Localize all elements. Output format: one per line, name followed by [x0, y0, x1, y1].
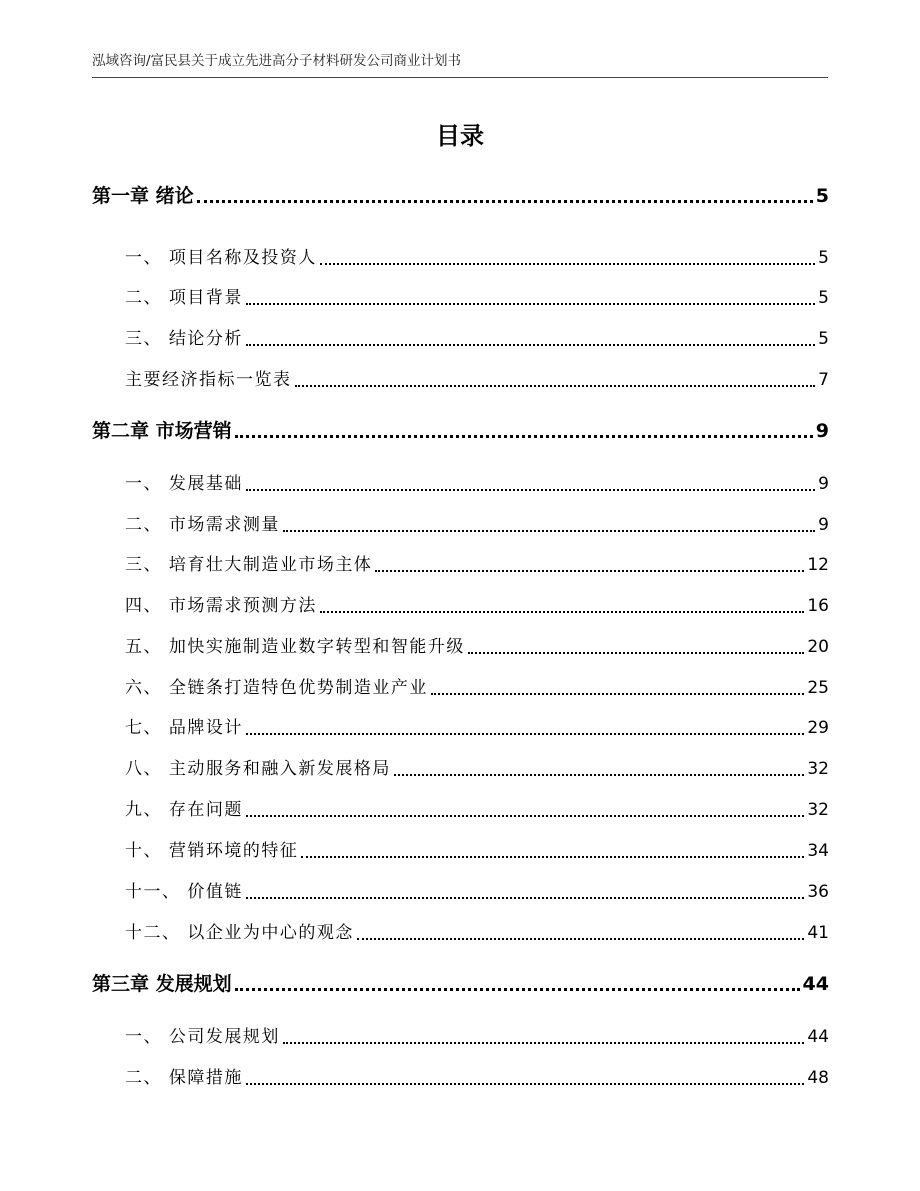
toc-entry[interactable] [125, 368, 829, 392]
dot-leader [246, 815, 804, 817]
toc-entry-label: 二、 项目背景 [125, 288, 243, 308]
dot-leader [246, 344, 815, 346]
toc-entry[interactable] [125, 1066, 829, 1090]
toc-entry-label: 第二章 市场营销 [92, 420, 232, 442]
toc-entry-label: 二、 市场需求测量 [125, 515, 280, 535]
toc-page-number: 9 [818, 515, 829, 535]
dot-leader [320, 611, 804, 613]
toc-entry-label: 七、 品牌设计 [125, 718, 243, 738]
toc-chapter-3[interactable] [92, 971, 829, 997]
toc-page-number: 5 [815, 185, 829, 207]
toc-entry[interactable] [125, 798, 829, 822]
toc-page-number: 34 [807, 841, 829, 861]
toc-page-number: 5 [818, 329, 829, 349]
toc-entry-label: 五、 加快实施制造业数字转型和智能升级 [125, 637, 465, 657]
dot-leader [246, 897, 804, 899]
toc-entry[interactable] [125, 880, 829, 904]
toc-page-number: 41 [807, 923, 829, 943]
toc-entry[interactable] [125, 327, 829, 351]
dot-leader [295, 385, 816, 387]
toc-entry-label: 六、 全链条打造特色优势制造业产业 [125, 678, 428, 698]
toc-entry[interactable] [125, 513, 829, 537]
toc-entry-label: 一、 公司发展规划 [125, 1027, 280, 1047]
toc-page-number: 12 [807, 555, 829, 575]
toc-entry[interactable] [125, 676, 829, 700]
toc-entry[interactable] [125, 594, 829, 618]
toc-entry-label: 三、 结论分析 [125, 329, 243, 349]
toc-entry[interactable] [125, 839, 829, 863]
toc-entry-label: 十二、 以企业为中心的观念 [125, 923, 354, 943]
toc-entry[interactable] [125, 553, 829, 577]
toc-entry-label: 一、 发展基础 [125, 474, 243, 494]
toc-page-number: 9 [818, 474, 829, 494]
toc-page-number: 44 [807, 1027, 829, 1047]
dot-leader [301, 856, 804, 858]
dot-leader [320, 263, 815, 265]
running-header: 泓域咨询/富民县关于成立先进高分子材料研发公司商业计划书 [92, 53, 462, 69]
toc-page-number: 16 [807, 596, 829, 616]
toc-entry[interactable] [125, 472, 829, 496]
toc-entry-label: 一、 项目名称及投资人 [125, 248, 317, 268]
toc-entry-label: 十、 营销环境的特征 [125, 841, 299, 861]
toc-entry[interactable] [125, 635, 829, 659]
toc-page-number: 44 [802, 973, 829, 995]
dot-leader [246, 1083, 804, 1085]
toc-entry-label: 三、 培育壮大制造业市场主体 [125, 555, 373, 575]
toc-page-number: 9 [815, 420, 829, 442]
toc-entry[interactable] [125, 757, 829, 781]
toc-page-number: 7 [818, 370, 829, 390]
dot-leader [235, 988, 800, 991]
dot-leader [283, 1042, 804, 1044]
dot-leader [235, 435, 813, 438]
toc-entry[interactable] [125, 1025, 829, 1049]
toc-chapter-1[interactable] [92, 183, 829, 209]
toc-page-number: 25 [807, 678, 829, 698]
toc-page-number: 29 [807, 718, 829, 738]
dot-leader [246, 489, 815, 491]
dot-leader [197, 200, 813, 203]
toc-entry-label: 第一章 绪论 [92, 185, 194, 207]
toc-entry-label: 二、 保障措施 [125, 1068, 243, 1088]
dot-leader [246, 303, 815, 305]
dot-leader [283, 530, 815, 532]
dot-leader [431, 693, 804, 695]
dot-leader [375, 570, 804, 572]
dot-leader [468, 652, 804, 654]
toc-page-number: 48 [807, 1068, 829, 1088]
toc-chapter-2[interactable] [92, 418, 829, 444]
toc-entry[interactable] [125, 246, 829, 270]
dot-leader [394, 774, 804, 776]
toc-entry-label: 主要经济指标一览表 [125, 370, 292, 390]
dot-leader [357, 938, 804, 940]
toc-title: 目录 [436, 122, 484, 150]
toc-page-number: 20 [807, 637, 829, 657]
toc-entry[interactable] [125, 286, 829, 310]
toc-entry-label: 第三章 发展规划 [92, 973, 232, 995]
toc-entry[interactable] [125, 921, 829, 945]
dot-leader [246, 733, 804, 735]
toc-entry-label: 八、 主动服务和融入新发展格局 [125, 759, 391, 779]
toc-entry-label: 四、 市场需求预测方法 [125, 596, 317, 616]
toc-page-number: 5 [818, 288, 829, 308]
toc-page-number: 36 [807, 882, 829, 902]
toc-entry[interactable] [125, 716, 829, 740]
toc-page-number: 32 [807, 800, 829, 820]
toc-entry-label: 十一、 价值链 [125, 882, 243, 902]
toc-page-number: 5 [818, 248, 829, 268]
toc-page-number: 32 [807, 759, 829, 779]
toc-entry-label: 九、 存在问题 [125, 800, 243, 820]
